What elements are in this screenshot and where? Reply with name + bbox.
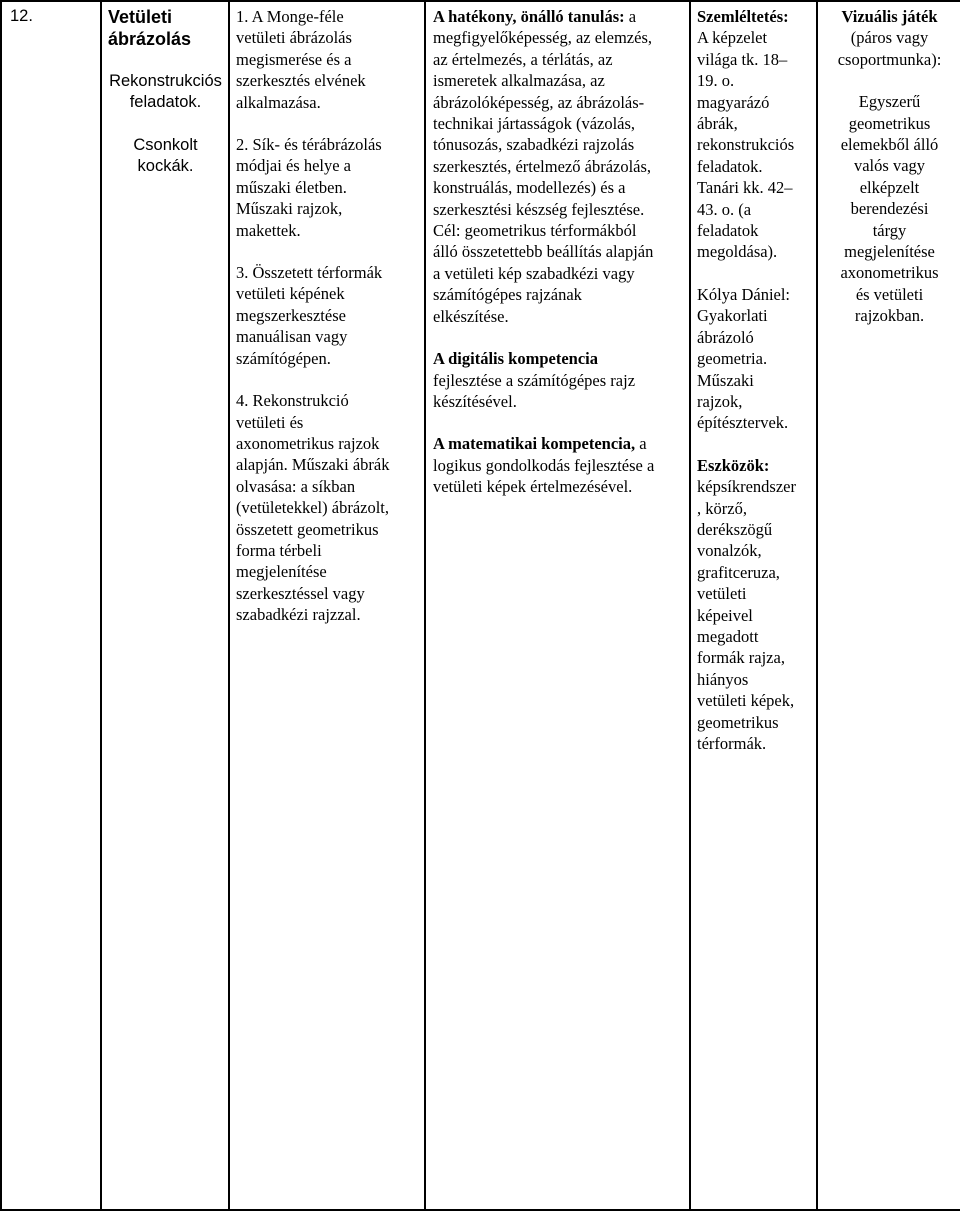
tools-line: képeivel [697,605,753,625]
topic-example-line: kockák. [137,157,194,176]
resources-line: magyarázó [697,92,770,112]
row-number-cell [1,1,101,1210]
tools-line: térformák. [697,734,767,753]
tools-line: formák rajza, [697,648,785,668]
resources-line: feladatok [697,221,759,241]
content-line: vetületi képének [236,284,345,304]
content-line: alapján. Műszaki ábrák [236,455,390,475]
content-line: megszerkesztése [236,305,346,325]
content-block-2 [236,134,419,241]
game-line: elemekből álló [840,135,939,155]
game-line: elképzelt [859,177,920,197]
game-heading-sub: (páros vagy [850,28,929,48]
content-line: megjelenítése [236,562,327,582]
game-cell [817,1,960,1210]
resources-line: Tanári kk. 42– [697,178,793,198]
resources-line: geometria. [697,349,768,369]
competency-line: konstruálás, modellezés) és a [433,178,626,198]
game-line: valós vagy [853,156,926,176]
topic-cell [101,1,229,1210]
competency-line: technikai jártasságok (vázolás, [433,114,636,134]
game-heading-sub: csoportmunka): [837,49,942,69]
competency-line: ábrázolóképesség, az ábrázolás- [433,92,645,112]
content-line: összetett geometrikus [236,519,379,539]
game-line: geometrikus [848,113,931,133]
competency-heading: A hatékony, önálló tanulás: [433,7,625,26]
competency-line: számítógépes rajzának [433,285,582,305]
game-line: berendezési [850,199,929,219]
competency-line: tónusozás, szabadkézi rajzolás [433,135,635,155]
tools-line: grafitceruza, [697,562,780,582]
competency-line: megfigyelőképesség, az elemzés, [433,28,652,48]
competencies-cell [425,1,690,1210]
content-line: szabadkézi rajzzal. [236,605,361,625]
tools-line: képsíkrendszer [697,477,796,497]
resources-line: Gyakorlati [697,306,768,326]
competency-digital [433,348,684,412]
tools-line: hiányos [697,669,749,689]
content-line: műszaki életben. [236,177,347,197]
tools-line: vonalzók, [697,541,762,561]
game-line: és vetületi [855,284,924,304]
topic-title-line: ábrázolás [108,29,192,49]
competency-line: ismeretek alkalmazása, az [433,71,605,91]
row-number: 12. [10,7,33,25]
table-row [1,1,960,1210]
competency-math [433,433,684,497]
competency-line: fejlesztése a számítógépes rajz [433,370,636,390]
resources-cell [690,1,817,1210]
content-line: 3. Összetett térformák [236,263,383,283]
content-line: 2. Sík- és térábrázolás [236,135,382,155]
competency-heading-tail: a [624,7,637,26]
content-line: számítógépen. [236,348,331,368]
content-line: szerkesztéssel vagy [236,583,365,603]
resources-line: A képzelet [697,28,768,48]
competency-heading: A digitális kompetencia [433,349,599,369]
content-line: forma térbeli [236,540,322,560]
topic-subtitle-line: Rekonstrukciós [109,72,222,90]
content-line: 1. A Monge-féle [236,7,344,26]
resources-line: rajzok, [697,391,743,411]
tools-line: megadott [697,626,759,646]
competency-line: az értelmezés, a térlátás, az [433,49,613,69]
tools-heading: Eszközök: [697,455,770,475]
game-line: megjelenítése [844,242,935,262]
topic-subtitle-line: feladatok. [129,93,202,112]
competency-line: szerkesztés, értelmező ábrázolás, [433,156,652,176]
content-line: alkalmazása. [236,92,321,112]
competency-learning [433,6,684,327]
content-line: axonometrikus rajzok [236,433,380,453]
content-line: Műszaki rajzok, [236,199,343,219]
content-line: módjai és helye a [236,156,352,176]
resources-line: világa tk. 18– [697,49,788,69]
competency-line: szerkesztési készség fejlesztése. [433,199,645,219]
resources-line: ábrázoló [697,327,754,347]
resources-line: megoldása). [697,242,778,262]
resources-line: ábrák, [697,114,738,134]
competency-heading: A matematikai kompetencia, [433,434,636,454]
tools-line: vetületi képek, [697,691,795,711]
tools-line: vetületi [697,584,747,604]
content-line: vetületi és [236,412,304,432]
competency-line: a vetületi kép szabadkézi vagy [433,263,635,283]
content-block-4 [236,390,419,625]
game-line: Egyszerű [858,92,921,112]
competency-line: készítésével. [433,391,517,411]
resources-line: Műszaki [697,370,754,390]
resources-line: rekonstrukciós [697,135,795,155]
content-line: makettek. [236,220,301,240]
game-heading: Vizuális játék [841,7,938,26]
resources-line: Kólya Dániel: [697,284,791,304]
resources-heading: Szemléltetés: [697,7,789,26]
competency-line: vetületi képek értelmezésével. [433,477,633,497]
competency-heading-tail: a [635,434,647,454]
content-line: szerkesztés elvének [236,71,366,91]
content-line: 4. Rekonstrukció [236,391,349,411]
competency-line: logikus gondolkodás fejlesztése a [433,455,655,475]
content-line: (vetületekkel) ábrázolt, [236,498,390,518]
content-line: olvasása: a síkban [236,476,356,496]
game-line: axonometrikus [840,263,939,283]
content-line: manuálisan vagy [236,327,348,347]
competency-line: elkészítése. [433,306,509,326]
competency-line: álló összetettebb beállítás alapján [433,242,654,262]
tools-line: geometrikus [697,712,779,732]
competency-line: Cél: geometrikus térformákból [433,221,637,241]
tools-line: derékszögű [697,519,773,539]
game-line: rajzokban. [854,306,925,326]
topic-example-line: Csonkolt [133,135,198,154]
content-line: vetületi ábrázolás [236,28,352,48]
content-block-1 [236,6,419,113]
topic-title-line: Vetületi [108,7,173,27]
content-line: megismerése és a [236,49,352,69]
content-block-3 [236,262,419,369]
resources-line: építésztervek. [697,413,789,433]
tools-line: , körző, [697,498,747,518]
resources-line: 43. o. (a [697,199,752,219]
content-cell [229,1,425,1210]
resources-line: 19. o. [697,71,735,91]
game-line: tárgy [872,220,907,240]
resources-line: feladatok. [697,156,763,176]
